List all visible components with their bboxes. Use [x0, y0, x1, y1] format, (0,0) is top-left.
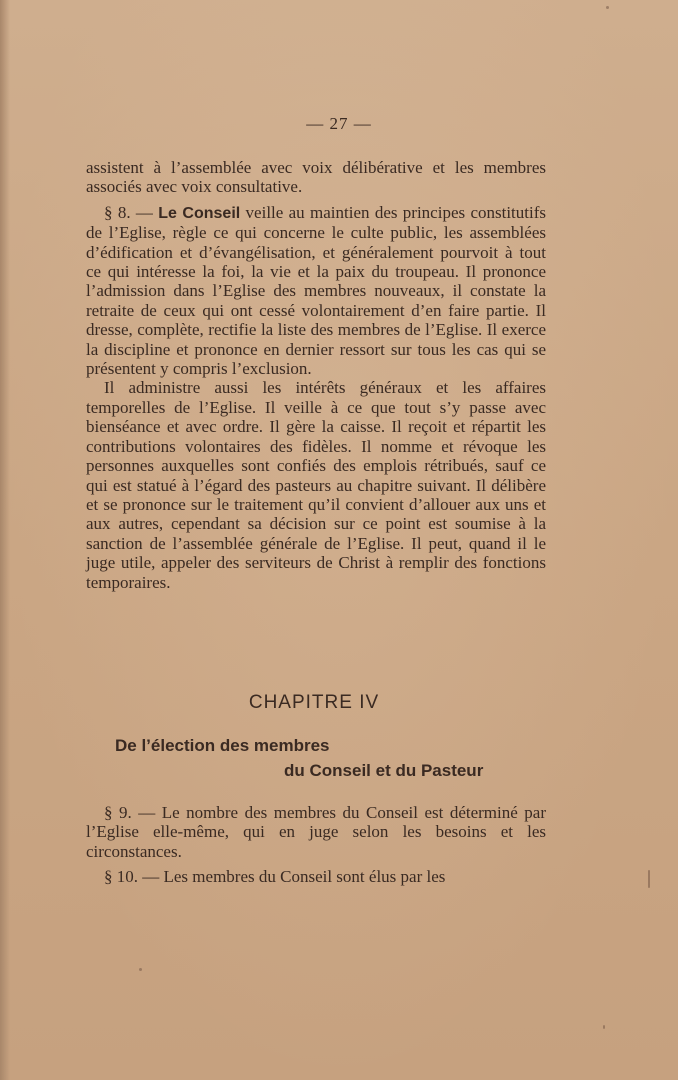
body-text-block — [86, 158, 546, 592]
chapter-title-line-2: du Conseil et du Pasteur — [284, 761, 484, 780]
paragraph-article-8-continued: Il administre aussi les intérêts généraux et les affaires temporelles de l’Eglise. Il veille à ce que tout s’y passe avec bienséance et avec ordre. Il gère la caisse. Il reçoit et répartit les contributions volontaires des fidèles. Il nomme et révoque les personnes auxquelles sont confiés des emplois rétribués, sauf ce qui est statué à l’égard des pasteurs au chapitre suivant. Il délibère et se prononce sur le traitement qu’il convient d’allouer aux uns et aux autres, cependant sa décision sur ce point est soumise à la sanction de l’assemblée générale de l’Eglise. Il peut, quand il le juge utile, appeler des serviteurs de Christ à remplir des fonctions temporaires. — [86, 378, 546, 592]
paper-speck — [139, 968, 142, 971]
paper-speck — [606, 6, 609, 9]
paper-speck — [603, 1025, 605, 1029]
article-8-number: § 8. — — [104, 202, 159, 222]
page-edge-shadow — [0, 0, 10, 1080]
paragraph-article-9: § 9. — Le nombre des membres du Conseil est déterminé par l’Eglise elle-même, qui en juge selon les besoins et les circonstances. — [86, 803, 546, 861]
paragraph-article-10: § 10. — Les membres du Conseil sont élus par les — [104, 867, 446, 887]
article-8-bold-term: Le Conseil — [158, 204, 241, 222]
chapter-title-line-1: De l’élection des membres — [115, 736, 330, 755]
chapter-heading: CHAPITRE IV — [248, 692, 380, 713]
body-text-block-2 — [86, 803, 546, 887]
paragraph-article-8 — [86, 203, 546, 379]
paragraph-continuation: assistent à l’assemblée avec voix délibérative et les membres associés avec voix consultative. — [86, 158, 546, 197]
page-number: — 27 — — [306, 114, 372, 133]
article-8-text: veille au maintien des principes constitutifs de l’Eglise, règle ce qui concerne le culte public, les assemblées d’édification et d’évangélisation, et généralement pourvoit à tout ce qui intéresse la foi, la vie et la paix du troupeau. Il prononce l’admission dans l’Eglise des membres nouveaux, il constate la retraite de ceux qui ont cessé volontairement d’en faire partie. Il dresse, complète, rectifie la liste des membres de l’Eglise. Il exerce la discipline et prononce en dernier ressort sur tous les cas qui se présentent y compris l’exclusion. — [86, 202, 546, 379]
paper-mark — [648, 870, 650, 888]
